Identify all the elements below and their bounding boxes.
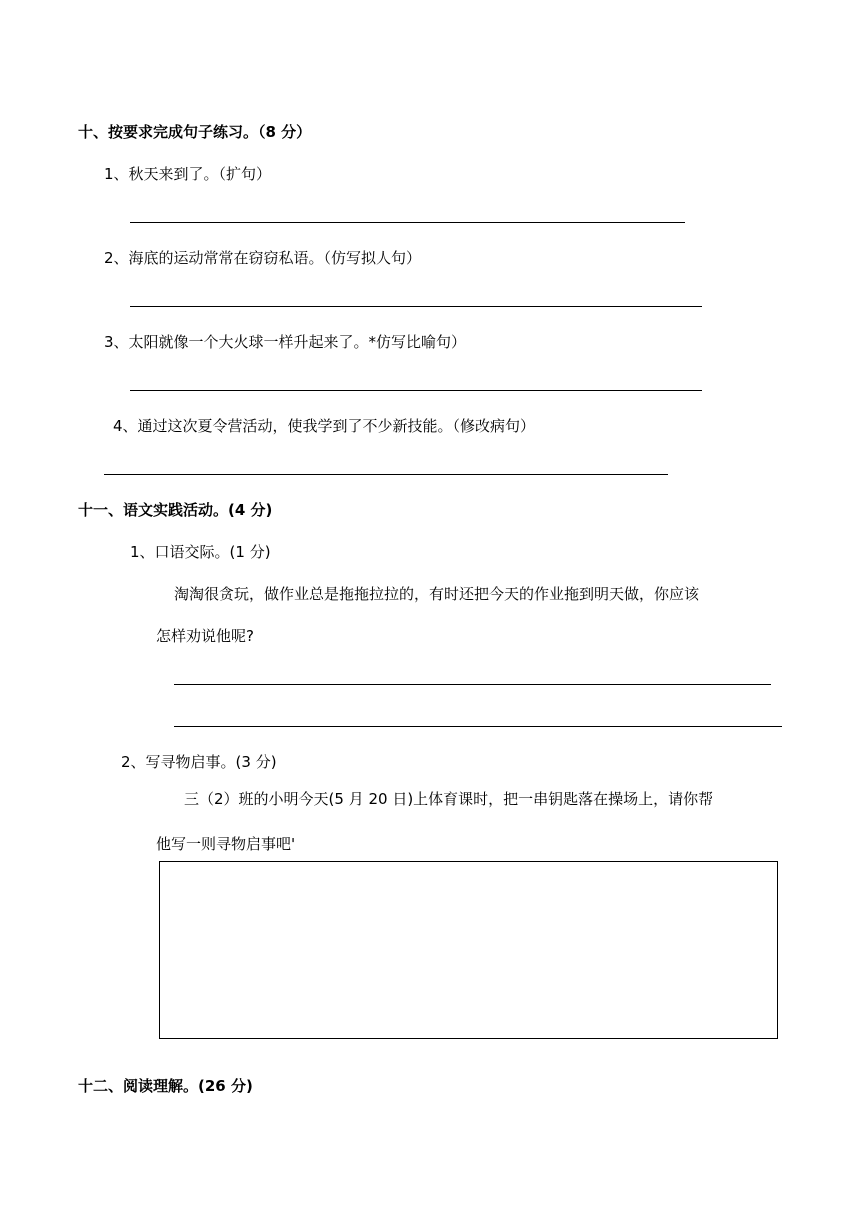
section-10-title: 十、按要求完成句子练习。（8 分） [78,123,312,141]
section-11-title: 十一、语文实践活动。(4 分) [78,501,273,519]
question-11-2-text-line1: 三（2）班的小明今天(5 月 20 日)上体育课时，把一串钥匙落在操场上，请你帮 [184,790,714,808]
question-10-3: 3、太阳就像一个大火球一样升起来了。*仿写比喻句） [104,333,467,351]
answer-line-10-1[interactable] [130,222,685,223]
question-11-1-text-line2: 怎样劝说他呢? [156,627,254,645]
question-11-2-title: 2、写寻物启事。(3 分) [121,753,277,771]
answer-line-10-4[interactable] [104,474,668,475]
notice-writing-box[interactable] [159,861,778,1039]
question-10-1: 1、秋天来到了。（扩句） [104,165,272,183]
answer-line-10-2[interactable] [130,306,702,307]
question-10-4: 4、通过这次夏令营活动，使我学到了不少新技能。（修改病句） [113,417,536,435]
answer-line-11-1b[interactable] [174,726,782,727]
answer-line-10-3[interactable] [130,390,702,391]
section-12-title: 十二、阅读理解。(26 分) [78,1077,253,1095]
question-11-1-title: 1、口语交际。(1 分) [130,543,271,561]
question-10-2: 2、海底的运动常常在窃窃私语。（仿写拟人句） [104,249,422,267]
question-11-2-text-line2: 他写一则寻物启事吧' [156,835,296,853]
answer-line-11-1a[interactable] [174,684,771,685]
question-11-1-text-line1: 淘淘很贪玩，做作业总是拖拖拉拉的，有时还把今天的作业拖到明天做，你应该 [174,585,700,603]
